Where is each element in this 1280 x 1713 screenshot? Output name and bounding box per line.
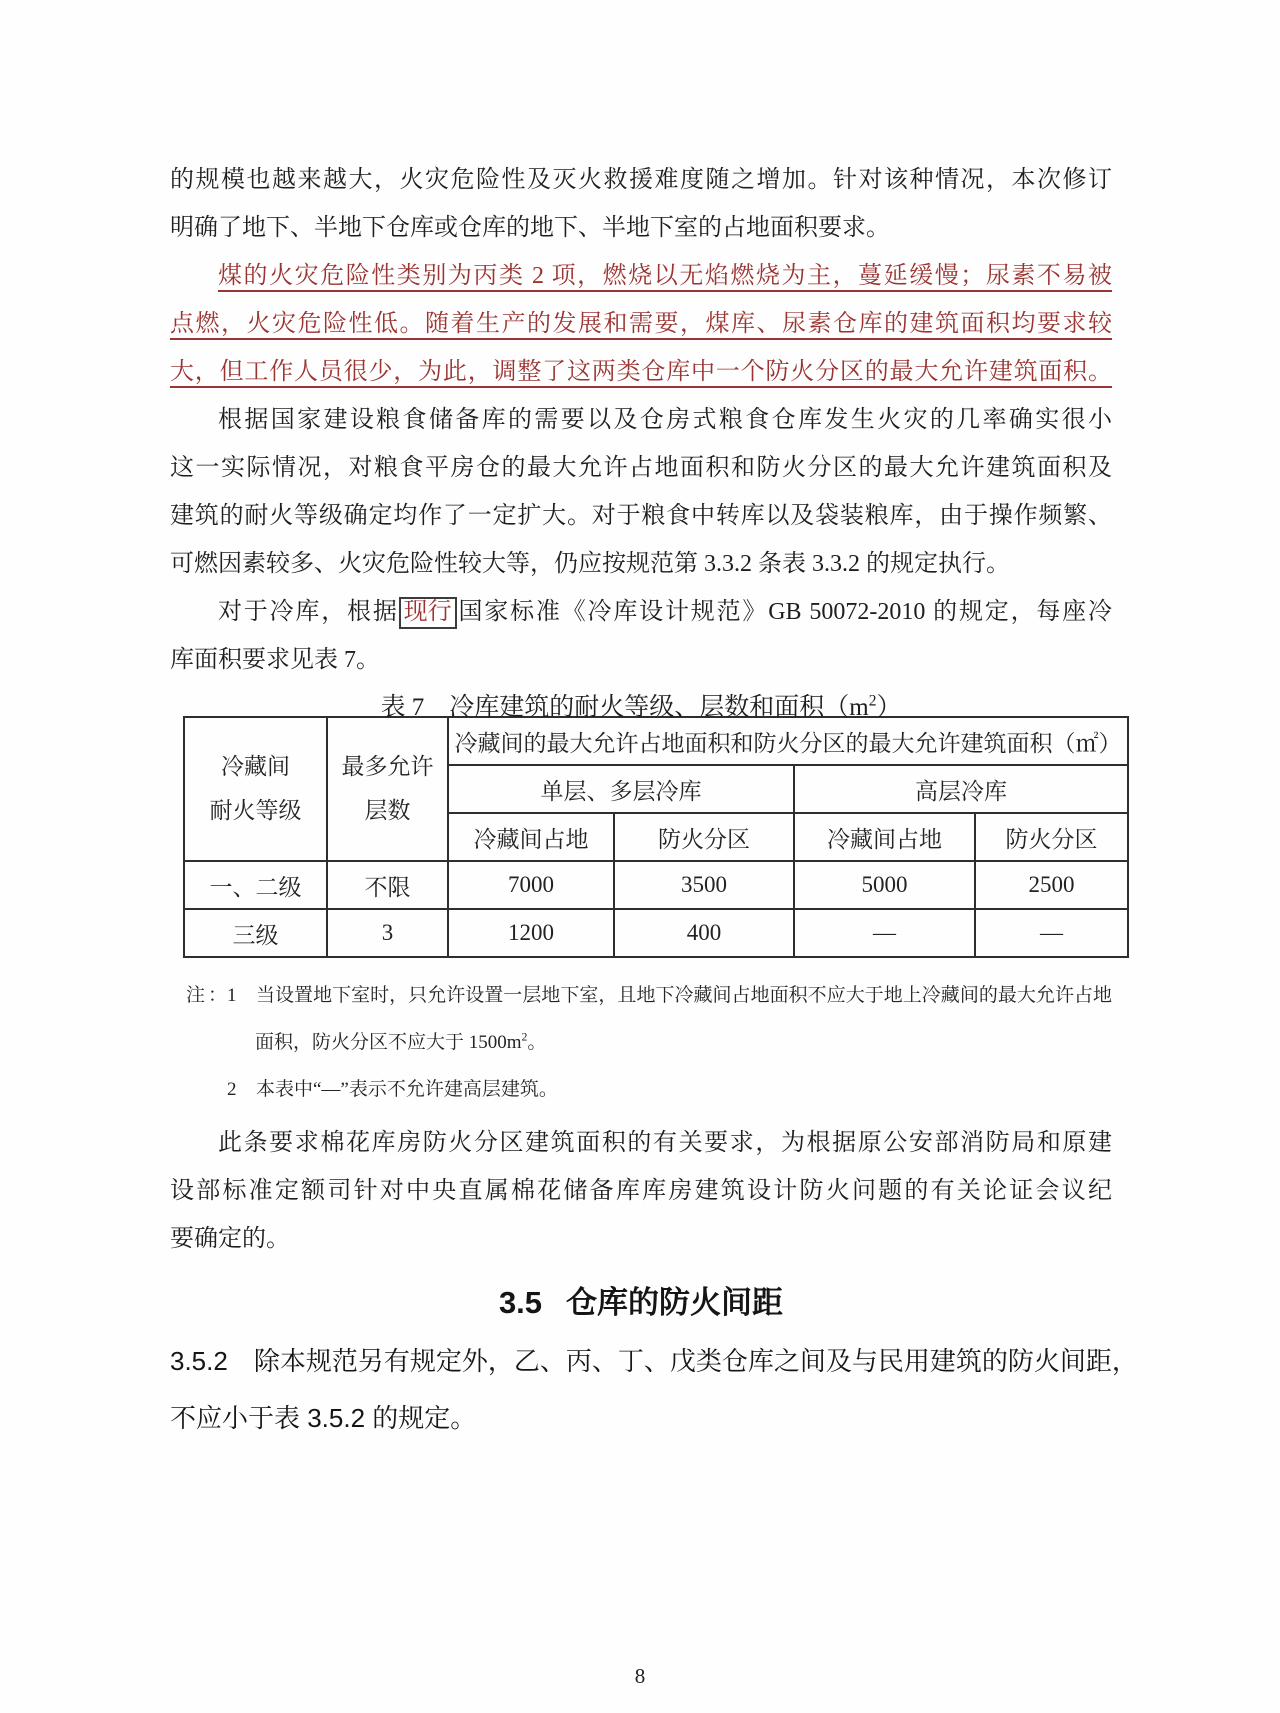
text-run: 的规模也越来越大，火灾危险性及灭火救援难度随之增加。针对该种情况，本次修订 [170,167,1112,193]
table-cell: — [794,909,975,957]
text-run: 。 [527,1032,547,1053]
text-run: ） [876,694,902,721]
text-run: 可燃因素较多、火灾危险性较大等，仍应按规范第 3.3.2 条表 3.3.2 的规定执行。 [170,551,1010,577]
note-number: 2 [227,1079,237,1100]
page-number: 8 [634,1664,646,1688]
note-number: 1 [227,985,237,1006]
text-run: 明确了地下、半地下仓库或仓库的地下、半地下室的占地面积要求。 [170,215,890,241]
inserted-word-box: 现行 [399,597,457,629]
header-high-rise: 高层冷库 [794,765,1128,813]
clause-3-5-2-line [170,1333,1138,1390]
table-7-title [170,684,1112,721]
header-cold-room-footprint: 冷藏间占地 [794,813,975,861]
text-run: 2 [868,692,877,710]
body-line [170,1167,1112,1215]
body-line [170,540,1112,588]
body-line [170,636,1112,684]
note-label: 注： [186,985,227,1006]
revision-red-line [170,348,1112,396]
text-run: 2 [521,1030,528,1044]
body-line [170,156,1112,204]
header-single-multi-storey: 单层、多层冷库 [448,765,794,813]
text-run: 表 7 冷库建筑的耐火等级、层数和面积（m [380,694,869,721]
table-cell: 三级 [184,909,327,957]
header-text: 耐火等级 [209,798,302,823]
text-run: 3.5.2 除本规范另有规定外，乙、丙、丁、戊类仓库之间及与民用建筑的防火间距， [170,1346,1138,1376]
body-line [170,1215,1112,1263]
text-run: 煤的火灾危险性类别为丙类 2 项，燃烧以无焰燃烧为主，蔓延缓慢；尿素不易被 [218,263,1112,289]
text-run: 对于冷库，根据 [218,599,399,625]
clause-3-5-2 [170,1333,1138,1447]
text-run: 不应小于表 3.5.2 的规定。 [170,1403,477,1433]
table-cell: 5000 [794,861,975,909]
table-cell: 不限 [327,861,448,909]
header-fire-compartment: 防火分区 [975,813,1128,861]
table-header-row-1 [184,717,1128,765]
table-cell: 一、二级 [184,861,327,909]
text-run: 国家标准《冷库设计规范》GB 50072-2010 的规定，每座冷 [456,599,1112,625]
header-max-allowed-area: 冷藏间的最大允许占地面积和防火分区的最大允许建筑面积（㎡） [448,717,1128,765]
text-run: 本表中“—”表示不允许建高层建筑。 [256,1079,558,1100]
table-notes [186,972,1112,1113]
text-run: 这一实际情况，对粮食平房仓的最大允许占地面积和防火分区的最大允许建筑面积及 [170,455,1112,481]
text-run: 要确定的。 [170,1226,290,1252]
header-fire-compartment: 防火分区 [614,813,794,861]
revision-red-line [170,252,1112,300]
text-run: 此条要求棉花库房防火分区建筑面积的有关要求，为根据原公安部消防局和原建 [218,1130,1112,1156]
section-heading-3-5 [170,1279,1112,1327]
table-note-1-cont [186,1019,1112,1066]
body-line-with-insertion [170,588,1112,636]
body-line [170,444,1112,492]
body-line [170,204,1112,252]
text-run: 根据国家建设粮食储备库的需要以及仓房式粮食仓库发生火灾的几率确实很小 [218,407,1112,433]
table-note-1 [186,972,1112,1019]
table-7 [183,716,1129,958]
text-run: 库面积要求见表 7。 [170,647,380,673]
table-cell: 2500 [975,861,1128,909]
intro-paragraphs [170,156,1112,684]
table-data-row [184,909,1128,957]
text-run: 建筑的耐火等级确定均作了一定扩大。对于粮食中转库以及袋装粮库，由于操作频繁、 [170,503,1112,529]
header-text: 层数 [364,798,411,823]
text-run: 面积，防火分区不应大于 1500m [255,1032,522,1053]
note-text [256,972,1112,1019]
body-line [170,492,1112,540]
table-cell: 400 [614,909,794,957]
clause-3-5-2-line [170,1390,1112,1447]
text-run: 点燃，火灾危险性低。随着生产的发展和需要，煤库、尿素仓库的建筑面积均要求较 [170,311,1112,337]
note-label [186,1066,227,1113]
header-max-floors [327,717,448,861]
text-run: 当设置地下室时，只允许设置一层地下室，且地下冷藏间占地面积不应大于地上冷藏间的最大允许占地 [256,985,1112,1006]
table-cell: 3500 [614,861,794,909]
table-cell: 7000 [448,861,614,909]
header-cold-room-footprint: 冷藏间占地 [448,813,614,861]
header-fire-resistance-class [184,717,327,861]
body-line [170,1119,1112,1167]
section-number: 3.5 [498,1285,543,1320]
text-run: 设部标准定额司针对中央直属棉花储备库库房建筑设计防火问题的有关论证会议纪 [170,1178,1112,1204]
table-7-caption [381,694,902,721]
table-note-2 [186,1066,1112,1113]
explanation-paragraph [170,1119,1112,1263]
table-cell: 3 [327,909,448,957]
header-text: 最多允许 [341,754,434,779]
header-text: 冷藏间 [221,754,290,779]
table-cell: — [975,909,1128,957]
body-line [170,396,1112,444]
note-text [256,1066,1112,1113]
section-title: 仓库的防火间距 [566,1285,784,1320]
table-cell: 1200 [448,909,614,957]
table-data-row [184,861,1128,909]
revision-red-line [170,300,1112,348]
text-run: 大，但工作人员很少，为此，调整了这两类仓库中一个防火分区的最大允许建筑面积。 [170,359,1112,385]
